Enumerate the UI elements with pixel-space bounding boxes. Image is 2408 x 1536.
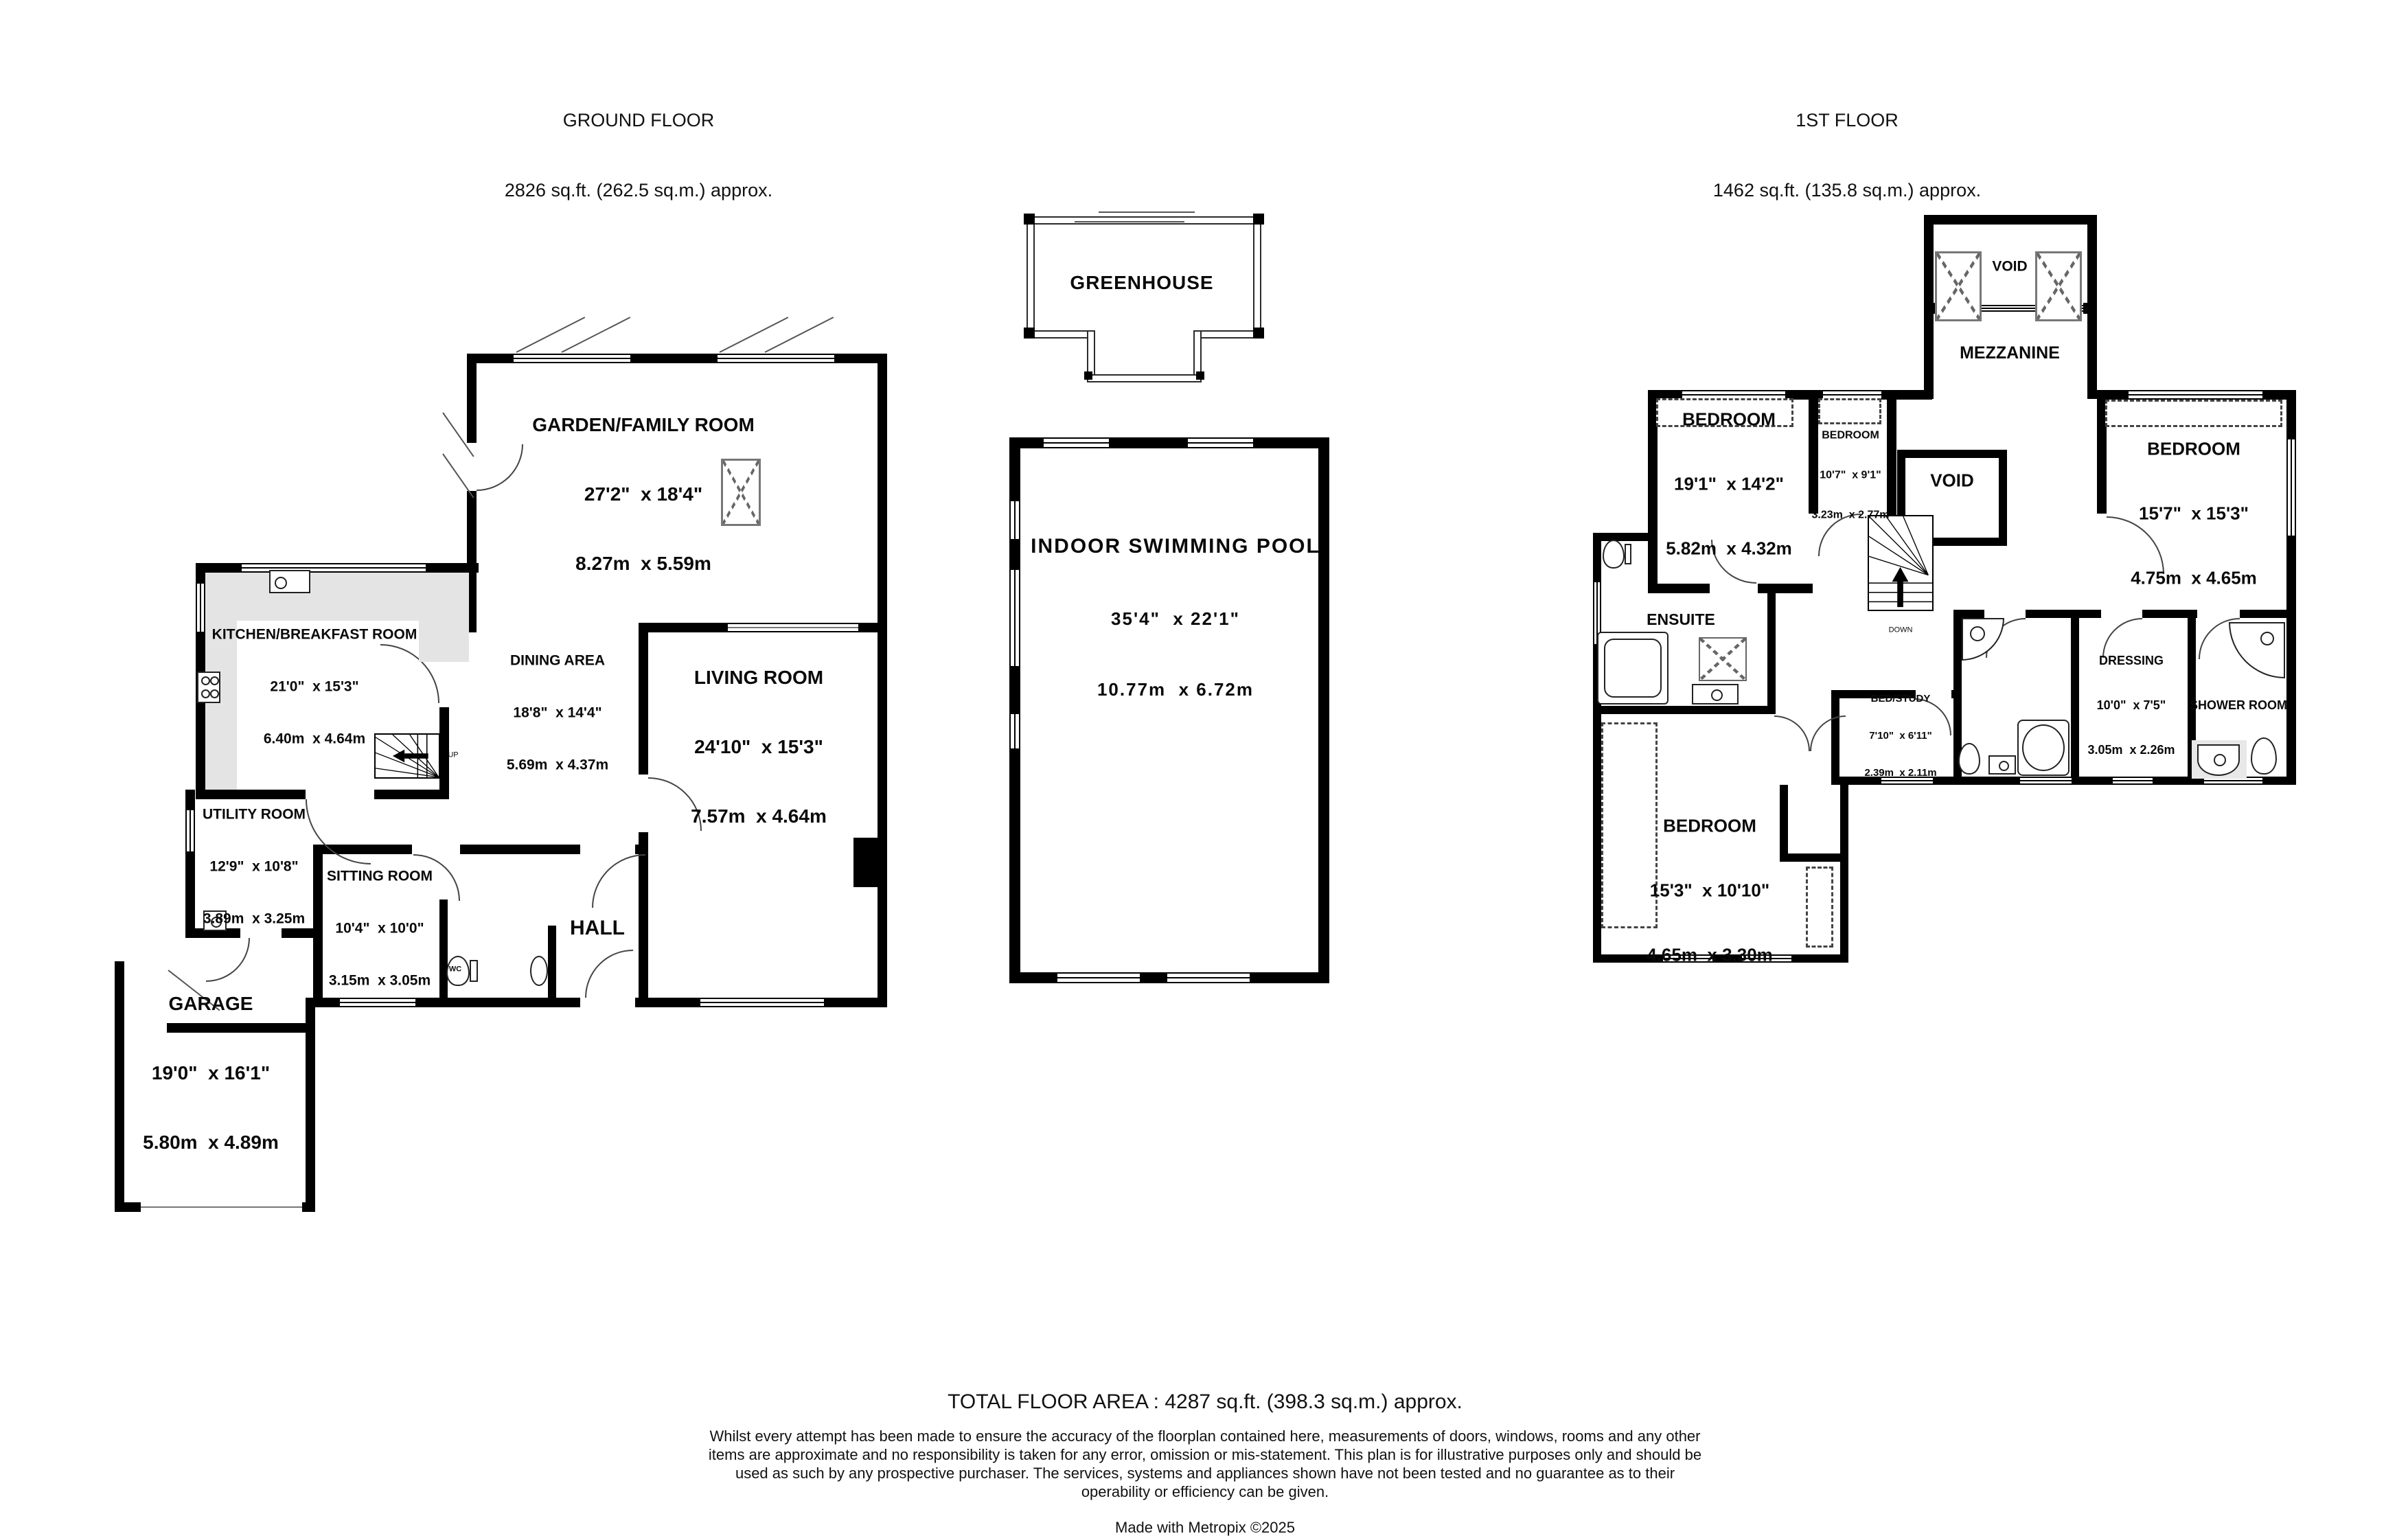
greenhouse-post <box>1253 214 1264 225</box>
total-floor-area: TOTAL FLOOR AREA : 4287 sq.ft. (398.3 sq.m.) approx. <box>948 1390 1463 1413</box>
room-name: BED/STUDY <box>1870 693 1931 704</box>
greenhouse-wall <box>1027 330 1095 339</box>
room-label-dining-area <box>507 617 608 807</box>
dims-imperial: 18'8" x 14'4" <box>513 704 602 721</box>
wardrobe <box>1806 867 1833 948</box>
disclaimer-text: Whilst every attempt has been made to ensure the accuracy of the floorplan contained here, measurements of doors, windows, rooms and any other items are approximate and no responsibility is taken for any error, omission or mis-statement. This plan is for illustrative purposes only and should be used as such by any prospective purchaser. The services, systems and appliances shown have not been tested and no guarantee as to their operability or efficiency can be given. <box>708 1428 1702 1500</box>
dims-imperial: 21'0" x 15'3" <box>270 678 359 695</box>
shower-icon <box>1699 637 1747 681</box>
greenhouse-vent-line <box>1075 221 1184 222</box>
greenhouse-wall <box>1027 216 1035 339</box>
dims-imperial: 24'10" x 15'3" <box>694 736 823 758</box>
basin-icon <box>1692 684 1739 704</box>
dims-imperial: 10'7" x 9'1" <box>1820 469 1881 481</box>
wall <box>2286 610 2296 781</box>
room-name: INDOOR SWIMMING POOL <box>1031 534 1320 558</box>
window <box>718 354 834 363</box>
greenhouse-vent-line <box>1099 211 1195 213</box>
wall <box>878 354 887 1007</box>
basin-icon <box>2197 744 2240 776</box>
bathtub-icon <box>2017 720 2069 776</box>
dims-metric: 6.40m x 4.64m <box>263 730 366 746</box>
toilet-cistern-icon <box>470 960 478 982</box>
dims-metric: 3.23m x 2.77m <box>1811 508 1890 520</box>
door-arc <box>1774 715 1810 751</box>
window <box>1009 570 1020 666</box>
room-name: SITTING ROOM <box>327 868 433 884</box>
door-arc <box>592 854 645 908</box>
dims-imperial: 7'10" x 6'11" <box>1869 730 1932 742</box>
window-post <box>2083 303 2094 314</box>
basin-icon <box>1988 755 2016 775</box>
kitchen-sink-icon <box>269 570 310 593</box>
dims-metric: 10.77m x 6.72m <box>1097 679 1254 700</box>
toilet-icon <box>2251 737 2277 775</box>
wall <box>2071 610 2079 781</box>
greenhouse-wall <box>1196 330 1261 339</box>
wall <box>1780 785 1788 862</box>
room-label-indoor-swimming-pool <box>1031 485 1320 750</box>
bathtub-icon <box>1597 632 1669 704</box>
greenhouse-post <box>1024 214 1035 225</box>
wall <box>439 899 448 999</box>
chimney-breast <box>853 838 887 887</box>
floor-title: 1ST FLOOR <box>1796 110 1899 130</box>
window <box>1044 437 1109 448</box>
dims-metric: 3.05m x 2.26m <box>2087 742 2175 757</box>
skylight-icon <box>2035 251 2082 321</box>
garage-door <box>141 1202 302 1212</box>
wall <box>1593 714 1601 963</box>
greenhouse-post <box>1253 328 1264 339</box>
wall <box>1897 450 2007 458</box>
wall <box>1593 706 1776 714</box>
window-opening-symbol <box>562 317 631 353</box>
window-opening-symbol <box>720 317 789 353</box>
toilet-icon <box>1958 743 1980 775</box>
room-label-bed-study <box>1864 668 1936 804</box>
stairs-direction-label: DOWN <box>1888 626 1913 634</box>
stairs-direction-label: UP <box>448 750 459 759</box>
room-label-sitting-room <box>327 833 433 1023</box>
credit-text: Made with Metropix ©2025 <box>1114 1519 1296 1536</box>
skylight-icon <box>1935 251 1982 321</box>
dims-metric: 3.89m x 3.25m <box>203 910 306 926</box>
room-label-ensuite: ENSUITE <box>1647 610 1715 629</box>
room-label-hall: HALL <box>570 917 625 939</box>
room-label-living-room <box>691 620 827 874</box>
greenhouse-wall <box>1253 216 1261 339</box>
room-name: BEDROOM <box>2147 438 2240 459</box>
room-name: BEDROOM <box>1663 815 1756 836</box>
wall <box>1780 853 1848 862</box>
wall <box>306 1023 315 1212</box>
window <box>1009 501 1020 539</box>
door-opening <box>306 790 374 799</box>
wall <box>1999 450 2007 546</box>
room-label-bedroom-2 <box>1812 402 1890 547</box>
room-label-void-room: VOID <box>1930 470 1974 491</box>
door-opening <box>1984 610 2026 618</box>
window <box>1009 714 1020 748</box>
room-label-utility-room <box>203 771 306 961</box>
door-arc <box>585 950 633 998</box>
window <box>700 998 824 1007</box>
room-label-bedroom-4 <box>1647 772 1773 1008</box>
floor-title: GROUND FLOOR <box>562 110 715 130</box>
room-label-greenhouse: GREENHOUSE <box>1070 272 1214 294</box>
dims-metric: 5.82m x 4.32m <box>1666 537 1792 558</box>
window <box>2020 777 2072 785</box>
door-opening <box>639 775 648 832</box>
dims-metric: 3.15m x 3.05m <box>328 972 431 988</box>
dims-metric: 8.27m x 5.59m <box>575 552 711 574</box>
floor-area: 2826 sq.ft. (262.5 sq.m.) approx. <box>504 180 773 200</box>
room-label-mezzanine: MEZZANINE <box>1960 343 2060 363</box>
dims-imperial: 15'3" x 10'10" <box>1649 880 1770 901</box>
door-opening <box>580 998 635 1007</box>
window <box>185 810 195 851</box>
room-label-bedroom-3 <box>2131 396 2257 631</box>
room-label-garage <box>143 946 279 1200</box>
room-label-shower-room: SHOWER ROOM <box>2190 698 2287 713</box>
dims-imperial: 35'4" x 22'1" <box>1111 608 1240 629</box>
window <box>196 584 205 632</box>
dims-imperial: 19'0" x 16'1" <box>151 1062 271 1084</box>
door-opening <box>580 845 635 854</box>
toilet-icon <box>1603 540 1625 569</box>
dims-metric: 5.69m x 4.37m <box>506 756 609 772</box>
wall <box>306 998 315 1029</box>
greenhouse-post <box>1196 371 1204 380</box>
ground-floor-header <box>505 62 772 249</box>
dims-metric: 7.57m x 4.64m <box>691 805 827 827</box>
window <box>1188 437 1253 448</box>
dims-metric: 4.65m x 3.30m <box>1647 943 1773 965</box>
room-label-bedroom-1 <box>1666 366 1792 601</box>
room-name: DRESSING <box>2098 654 2164 668</box>
wall <box>1924 215 2097 225</box>
window-opening-symbol <box>765 317 834 353</box>
greenhouse-wall <box>1087 374 1202 382</box>
door-arc <box>477 444 523 491</box>
room-name: GARAGE <box>168 993 253 1015</box>
window <box>1057 972 1140 983</box>
kitchen-counter <box>419 621 469 662</box>
dims-imperial: 12'9" x 10'8" <box>209 858 299 875</box>
window <box>1167 972 1250 983</box>
dims-imperial: 10'4" x 10'0" <box>335 920 424 937</box>
greenhouse-post <box>1024 328 1035 339</box>
room-label-void-top: VOID <box>1992 258 2028 275</box>
room-name: KITCHEN/BREAKFAST ROOM <box>211 626 417 643</box>
dims-metric: 4.75m x 4.65m <box>2131 566 2257 588</box>
room-name: GARDEN/FAMILY ROOM <box>532 414 755 436</box>
dims-imperial: 10'0" x 7'5" <box>2096 698 2166 713</box>
greenhouse-wall <box>1027 216 1261 225</box>
room-label-kitchen-breakfast-room <box>212 591 417 781</box>
dims-metric: 5.80m x 4.89m <box>143 1131 279 1153</box>
wall <box>115 961 124 1212</box>
room-name: UTILITY ROOM <box>202 806 306 823</box>
dims-imperial: 15'7" x 15'3" <box>2139 503 2249 524</box>
window <box>514 354 630 363</box>
room-name: BEDROOM <box>1682 409 1776 430</box>
dims-metric: 2.39m x 2.11m <box>1864 767 1937 779</box>
room-label-dressing <box>2087 624 2175 788</box>
window <box>2286 439 2296 536</box>
room-label-wc: WC <box>448 965 462 974</box>
wall <box>374 790 449 799</box>
room-name: BEDROOM <box>1822 429 1879 442</box>
room-name: LIVING ROOM <box>693 667 824 689</box>
wall <box>313 845 323 1007</box>
greenhouse-post <box>1084 371 1092 380</box>
floor-area: 1462 sq.ft. (135.8 sq.m.) approx. <box>1712 180 1982 200</box>
basin-icon <box>530 956 548 986</box>
room-label-garden-family-room <box>532 367 755 621</box>
wall <box>1767 584 1776 714</box>
wall <box>1840 785 1848 963</box>
dims-imperial: 27'2" x 18'4" <box>584 483 703 505</box>
door-arc <box>1810 715 1846 751</box>
wall <box>548 926 556 999</box>
room-name: DINING AREA <box>509 652 606 669</box>
dims-imperial: 19'1" x 14'2" <box>1674 473 1784 494</box>
wall <box>1593 533 1656 541</box>
window-opening-symbol <box>516 317 586 353</box>
toilet-cistern-icon <box>1625 544 1631 564</box>
